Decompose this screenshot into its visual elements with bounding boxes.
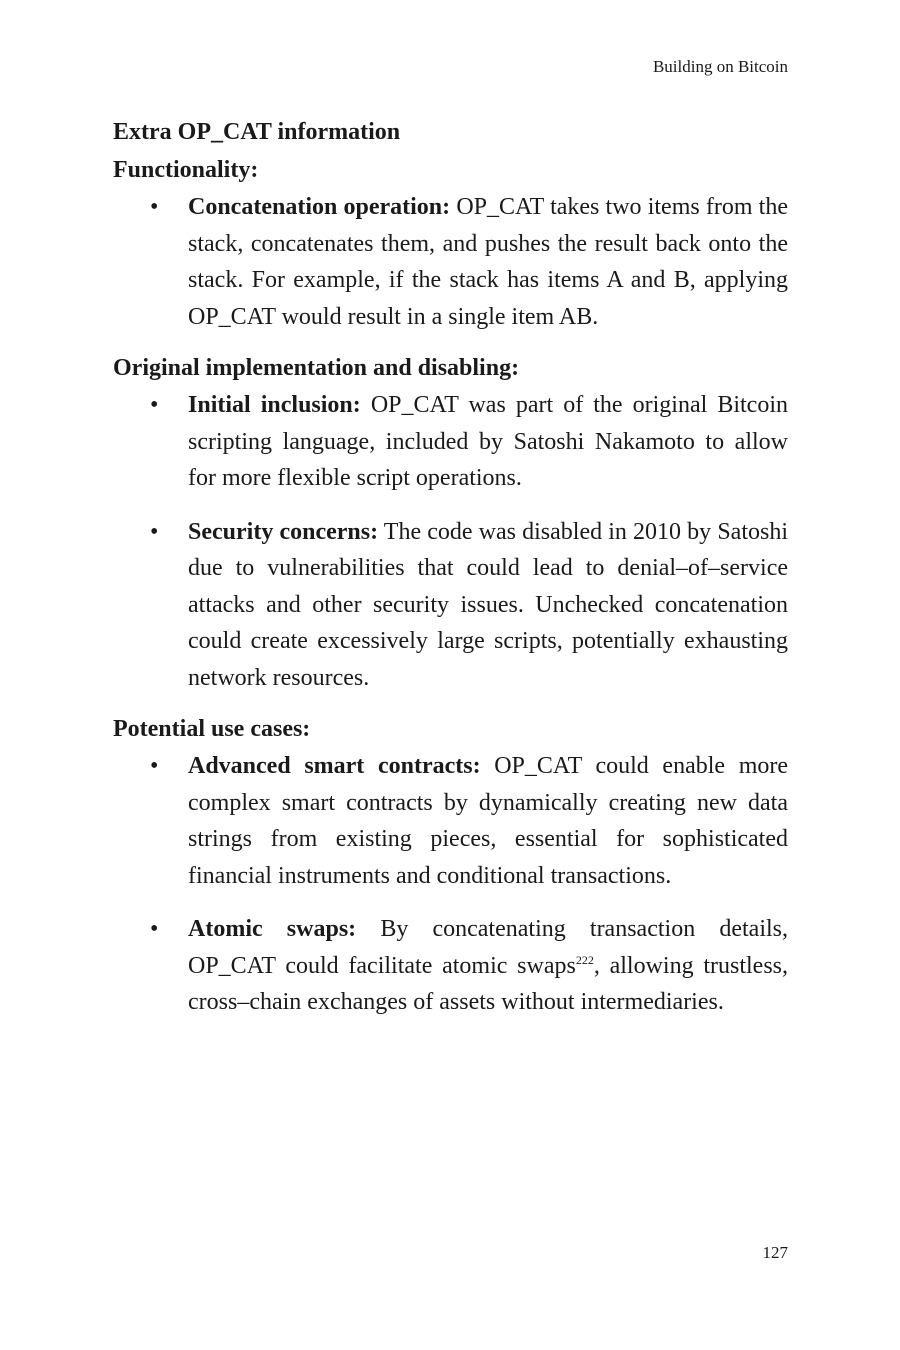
item-text-continued: , allowing trustless, cross–chain exchanges of assets without intermediaries. (188, 952, 789, 1015)
bullet-icon: • (150, 753, 159, 779)
bullet-icon: • (150, 916, 159, 942)
page-number: 127 (762, 1243, 788, 1262)
list-item (113, 189, 788, 335)
heading-functionality: Functionality: (113, 157, 259, 183)
item-term: Atomic swaps: (188, 916, 357, 942)
list-item (113, 911, 788, 1021)
item-text: By concatenating transaction details, OP_CAT could facilitate atomic swaps (188, 916, 788, 979)
item-text: OP_CAT takes two items from the stack, concatenates them, and pushes the result back onto the stack. For example, if the stack has items A and B, applying OP_CAT would result in a single item AB. (188, 194, 789, 330)
page-body (113, 113, 788, 1021)
item-term: Initial inclusion: (188, 392, 361, 418)
item-term: Advanced smart contracts: (188, 753, 481, 779)
heading-original-implementation: Original implementation and disabling: (113, 355, 520, 381)
running-header: Building on Bitcoin (652, 57, 788, 76)
list-item (113, 387, 788, 497)
list-item (113, 514, 788, 697)
footnote-ref[interactable]: 222 (575, 952, 594, 967)
bullet-icon: • (150, 518, 159, 545)
item-term: Concatenation operation: (188, 194, 451, 220)
item-text: OP_CAT could enable more complex smart contracts by dynamically creating new data strings from existing pieces, essential for sophisticated financial instruments and conditional transactions. (188, 753, 789, 889)
section-title: Extra OP_CAT information (113, 119, 401, 145)
bullet-icon: • (150, 392, 159, 418)
bullet-icon: • (150, 194, 159, 220)
functionality-list (113, 189, 788, 335)
use-cases-list (113, 748, 788, 1021)
item-text: The code was disabled in 2010 by Satoshi due to vulnerabilities that could lead to denial–of–service attacks and other security issues. Unchecked concatenation could create excessively large scripts, potentially exhausting network resources. (188, 518, 788, 691)
item-term: Security concerns: (188, 518, 379, 545)
item-text: OP_CAT was part of the original Bitcoin scripting language, included by Satoshi Nakamoto to allow for more flexible script operations. (188, 392, 788, 491)
implementation-list (113, 387, 788, 696)
heading-use-cases: Potential use cases: (113, 716, 311, 742)
list-item (113, 748, 788, 894)
